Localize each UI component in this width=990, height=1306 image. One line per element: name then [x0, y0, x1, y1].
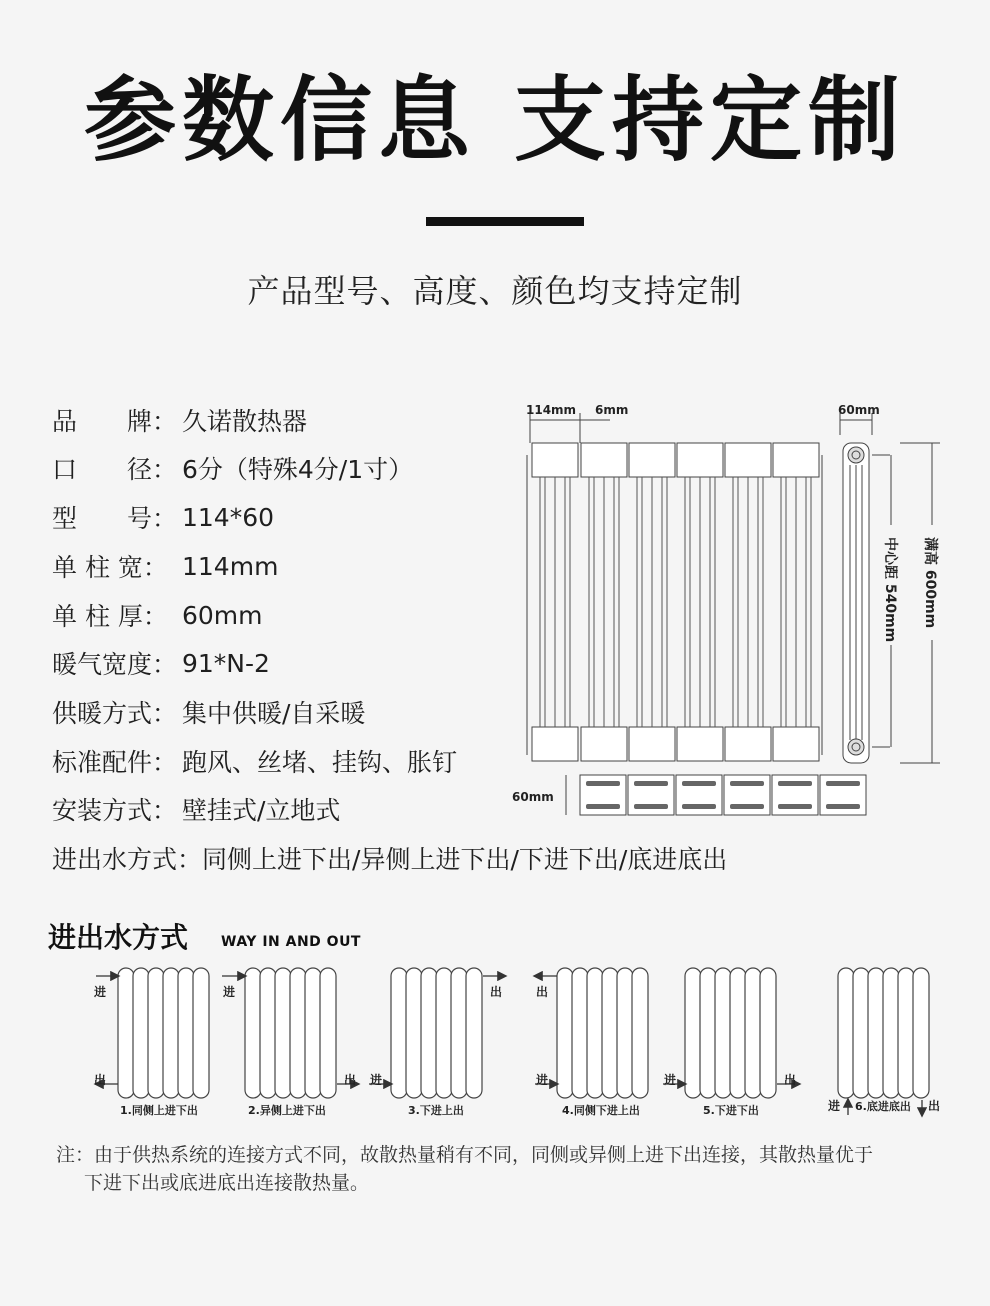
- dim-depth-bottom-label: 60mm: [512, 790, 554, 804]
- spec-row-column-width: [52, 548, 278, 584]
- spec-value: 60mm: [182, 600, 263, 630]
- spec-label: 进出水方式：: [52, 845, 203, 874]
- out-label-1: 出: [94, 1073, 107, 1087]
- spec-value: 跑风、丝堵、挂钩、胀钉: [182, 748, 458, 777]
- method-caption-1: 1.同侧上进下出: [120, 1104, 198, 1117]
- spec-row-accessories: [52, 743, 457, 779]
- method-caption-5: 5.下进下出: [703, 1104, 759, 1117]
- spec-value: 同侧上进下出/异侧上进下出/下进下出/底进底出: [202, 845, 728, 874]
- spec-row-column-thickness: [52, 597, 263, 633]
- spec-label: 口 径：: [52, 455, 178, 484]
- out-label-4: 出: [536, 985, 549, 999]
- page-title: 参数信息 支持定制: [83, 67, 907, 174]
- spec-value: 91*N-2: [182, 648, 270, 678]
- water-section-subtitle: WAY IN AND OUT: [221, 934, 361, 950]
- spec-label: 品 牌：: [52, 407, 178, 436]
- water-section-title: 进出水方式: [48, 921, 189, 954]
- spec-row-heating-method: [52, 694, 365, 730]
- spec-row-caliber: [52, 450, 413, 486]
- spec-label: 暖气宽度：: [52, 650, 178, 679]
- method-caption-3: 3.下进上出: [408, 1104, 464, 1117]
- note-line-1: 注：由于供热系统的连接方式不同，故散热量稍有不同，同侧或异侧上进下出连接，其散热量优于: [56, 1144, 874, 1166]
- dim-gap-label: 6mm: [595, 403, 629, 417]
- spec-value: 久诺散热器: [182, 407, 308, 436]
- dim-width-label: 114mm: [526, 403, 577, 417]
- spec-value: 集中供暖/自采暖: [182, 699, 366, 728]
- radiator-dimension-diagram: [500, 395, 960, 835]
- spec-row-model: [52, 499, 274, 535]
- out-label-5: 出: [784, 1073, 797, 1087]
- method-caption-2: 2.异侧上进下出: [248, 1104, 326, 1117]
- spec-label: 标准配件：: [52, 748, 178, 777]
- spec-row-installation: [52, 791, 340, 827]
- center-distance-label: 中心距 540mm: [882, 537, 898, 643]
- spec-label: 型 号：: [52, 504, 178, 533]
- out-label-2: 出: [344, 1073, 357, 1087]
- spec-value: 壁挂式/立地式: [182, 796, 341, 825]
- in-label-2: 进: [223, 985, 236, 999]
- in-label-4: 进: [536, 1073, 549, 1087]
- spec-row-water-method: [52, 840, 727, 876]
- full-height-label: 满高 600mm: [922, 537, 938, 629]
- spec-row-heater-width: [52, 645, 270, 681]
- page-subtitle: 产品型号、高度、颜色均支持定制: [247, 272, 743, 310]
- spec-label: 供暖方式：: [52, 699, 178, 728]
- spec-label: 安装方式：: [52, 796, 178, 825]
- dim-depth-top-label: 60mm: [838, 403, 880, 417]
- in-label-3: 进: [370, 1073, 383, 1087]
- spec-value: 114*60: [182, 502, 275, 532]
- title-underline: [426, 217, 584, 226]
- spec-value: 6分（特殊4分/1寸）: [182, 455, 414, 484]
- spec-row-brand: [52, 402, 307, 438]
- water-methods-diagram: [0, 960, 990, 1130]
- out-label-3: 出: [490, 985, 503, 999]
- out-label-6: 出: [928, 1099, 941, 1113]
- in-label-6: 进: [828, 1099, 841, 1113]
- spec-value: 114mm: [182, 551, 279, 581]
- spec-label: 单 柱 厚：: [52, 602, 168, 631]
- note-line-2: 下进下出或底进底出连接散热量。: [84, 1172, 370, 1194]
- method-caption-4: 4.同侧下进上出: [562, 1104, 640, 1117]
- in-label-1: 进: [94, 985, 107, 999]
- spec-label: 单 柱 宽：: [52, 553, 168, 582]
- in-label-5: 进: [664, 1073, 677, 1087]
- method-caption-6: 6.底进底出: [855, 1100, 911, 1113]
